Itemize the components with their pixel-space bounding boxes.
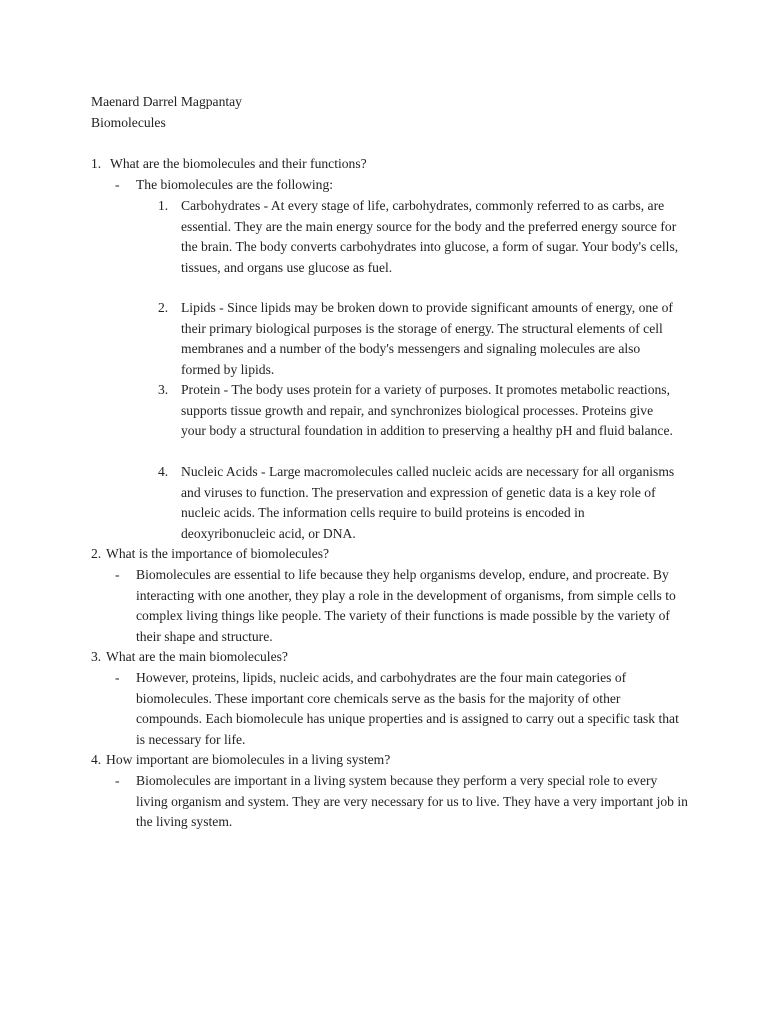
question-1-text: What are the biomolecules and their functions? [110,156,367,171]
item-4-number: 4. [158,464,169,479]
question-4-dash: - [115,773,120,788]
question-3-dash: - [115,670,120,685]
item-4-nucleic-acids: Nucleic Acids - Large macromolecules called nucleic acids are necessary for all organisms and viruses to function. The preservation and expression of genetic data is a key role of nucleic acids. The information cells require to build proteins is encoded in deoxyribonucleic acid, or DNA. [181,464,675,541]
question-1-number: 1. [91,156,102,171]
question-2-text: What is the importance of biomolecules? [106,546,330,561]
item-2-lipids: Lipids - Since lipids may be broken down to provide significant amounts of energy, one of their primary biological purposes is the storage of energy. The structural elements of cell membranes and a number of the body's messengers and signaling molecules are also formed by lipids. [181,300,673,377]
question-2-number: 2. [91,546,102,561]
question-2-dash: - [115,567,120,582]
question-2-answer: Biomolecules are essential to life because they help organisms develop, endure, and procreate. By interacting with one another, they play a role in the development of organisms, from simple cells to complex living things like people. The variety of their functions is made possible by the variety of their shape and structure. [136,567,676,644]
item-2-number: 2. [158,300,169,315]
question-1-dash: - [115,177,120,192]
item-1-number: 1. [158,198,169,213]
question-4-text: How important are biomolecules in a living system? [106,752,391,767]
question-4-number: 4. [91,752,102,767]
question-1-answer-intro: The biomolecules are the following: [136,177,334,192]
question-3-number: 3. [91,649,102,664]
question-4-answer: Biomolecules are important in a living system because they perform a very special role to every living organism and system. They are very necessary for us to live. They have a very important job in the living system. [136,773,688,830]
document-subject: Biomolecules [91,115,166,130]
item-1-carbohydrates: Carbohydrates - At every stage of life, carbohydrates, commonly referred to as carbs, are essential. They are the main energy source for the body and the preferred energy source for the brain. The body converts carbohydrates into glucose, a form of sugar. Your body's cells, tissues, and organs use glucose as fuel. [181,198,679,275]
item-3-protein: Protein - The body uses protein for a variety of purposes. It promotes metabolic reactions, supports tissue growth and repair, and synchronizes biological processes. Proteins give your body a structural foundation in addition to preserving a healthy pH and fluid balance. [181,382,673,439]
question-3-text: What are the main biomolecules? [106,649,288,664]
item-3-number: 3. [158,382,169,397]
question-3-answer: However, proteins, lipids, nucleic acids, and carbohydrates are the four main categories of biomolecules. These important core chemicals serve as the basis for the majority of other compounds. Each biomolecule has unique properties and is assigned to carry out a specific task that is necessary for life. [136,670,679,747]
author-name: Maenard Darrel Magpantay [91,94,242,109]
